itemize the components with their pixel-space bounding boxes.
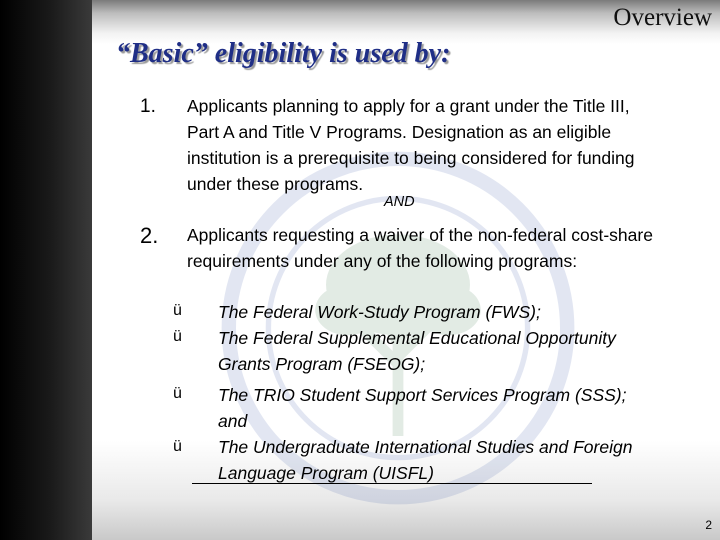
left-sidebar-band: [0, 0, 92, 540]
item-number-1: 1.: [140, 96, 156, 117]
slide-title: “Basic” eligibility is used by:: [116, 38, 451, 69]
program-item: The TRIO Student Support Services Program (SSS); and: [218, 385, 627, 431]
program-item: The Undergraduate International Studies and Foreign Language Program (UISFL): [218, 437, 633, 483]
program-item: The Federal Work-Study Program (FWS);: [218, 302, 541, 322]
program-item: The Federal Supplemental Educational Opportunity Grants Program (FSEOG);: [218, 328, 616, 374]
divider: [192, 483, 592, 484]
page-number: 2: [705, 518, 712, 532]
check-icon: ü: [173, 385, 182, 402]
check-icon: ü: [173, 302, 182, 319]
item-text-1: Applicants planning to apply for a grant under the Title III, Part A and Title V Programs. Designation as an eligible institution is a prerequisite to being considered for funding under these programs.: [187, 96, 635, 194]
item-number-2: 2.: [140, 223, 159, 248]
separator-and: AND: [384, 194, 415, 210]
section-label: Overview: [613, 4, 712, 31]
item-text-2: Applicants requesting a waiver of the non-federal cost-share requirements under any of the following programs:: [187, 225, 653, 271]
check-icon: ü: [173, 328, 182, 345]
check-icon: ü: [173, 438, 182, 455]
